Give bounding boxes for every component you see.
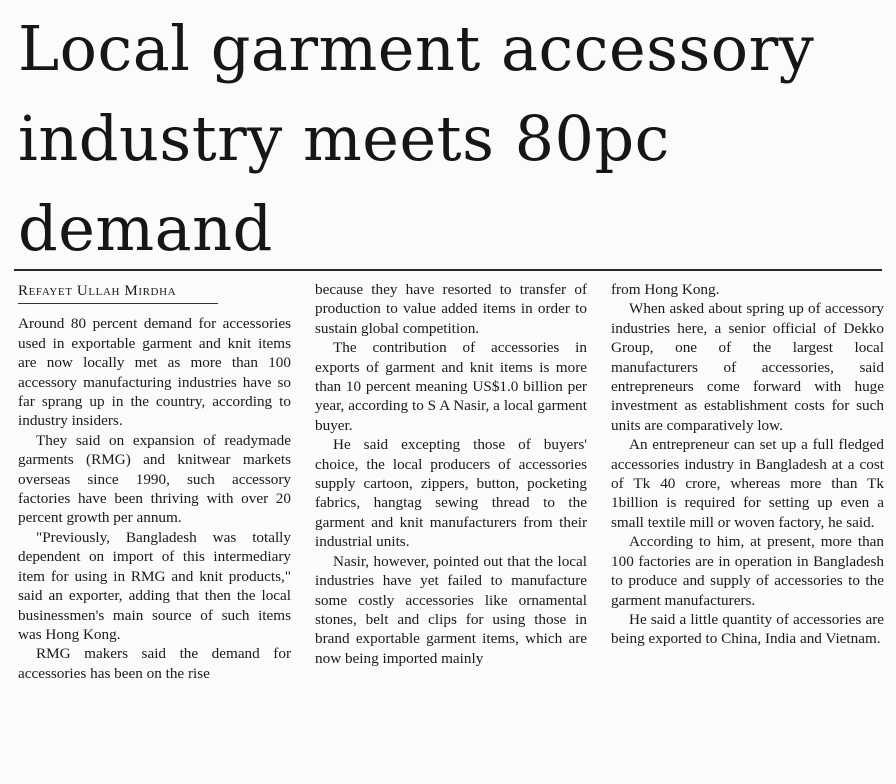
column-3 [611, 280, 884, 649]
paragraph: An entrepreneur can set up a full fledged accessories industry in Bangladesh at a cost of Tk 40 crore, whereas more than Tk 1billion is required for setting up even a small textile mill or woven factory, he said. [611, 436, 884, 531]
paragraph: "Previously, Bangladesh was totally dependent on import of this intermediary item for using in RMG and knit products," said an exporter, adding that then the local businessmen's main source of such items was Hong Kong. [18, 528, 291, 643]
paragraph: According to him, at present, more than 100 factories are in operation in Bangladesh to produce and supply of accessories to the garment manufacturers. [611, 533, 884, 609]
paragraph: from Hong Kong. [611, 281, 720, 298]
paragraph: He said excepting those of buyers' choice, the local producers of accessories supply cartoon, zippers, button, pocketing fabrics, hangtag sewing thread to the garment and knit manufacturers from their industrial units. [315, 436, 587, 551]
paragraph: RMG makers said the demand for accessories has been on the rise [18, 645, 291, 682]
paragraph: Around 80 percent demand for accessories used in exportable garment and knit items are now locally met as more than 100 accessory manufacturing industries have so far sprang up in the country, according to industry insiders. [18, 315, 291, 430]
column-1 [18, 280, 291, 683]
paragraph: Nasir, however, pointed out that the local industries have yet failed to manufacture some costly accessories like ornamental stones, belt and clips for using those in brand exportable garment items, which are now being imported mainly [315, 552, 587, 667]
byline: Refayet Ullah Mirdha [18, 282, 218, 304]
headline: Local garment accessory industry meets 80pc demand [18, 12, 815, 265]
paragraph: because they have resorted to transfer of production to value added items in order to sustain global competition. [315, 281, 587, 337]
headline-rule [14, 269, 882, 271]
paragraph: The contribution of accessories in exports of garment and knit items is more than 10 percent meaning US$1.0 billion per year, according to S A Nasir, a local garment buyer. [315, 339, 587, 434]
paragraph: He said a little quantity of accessories are being exported to China, India and Vietnam. [611, 610, 884, 648]
paragraph: When asked about spring up of accessory industries here, a senior official of Dekko Group, one of the largest local manufacturers of accessories, said entrepreneurs come forward with huge investment as establishment costs for such units are comparatively low. [611, 300, 884, 434]
paragraph: They said on expansion of readymade garments (RMG) and knitwear markets overseas since 1990, such accessory factories have been thriving with over 20 percent growth per annum. [18, 431, 291, 527]
column-2 [315, 280, 587, 668]
